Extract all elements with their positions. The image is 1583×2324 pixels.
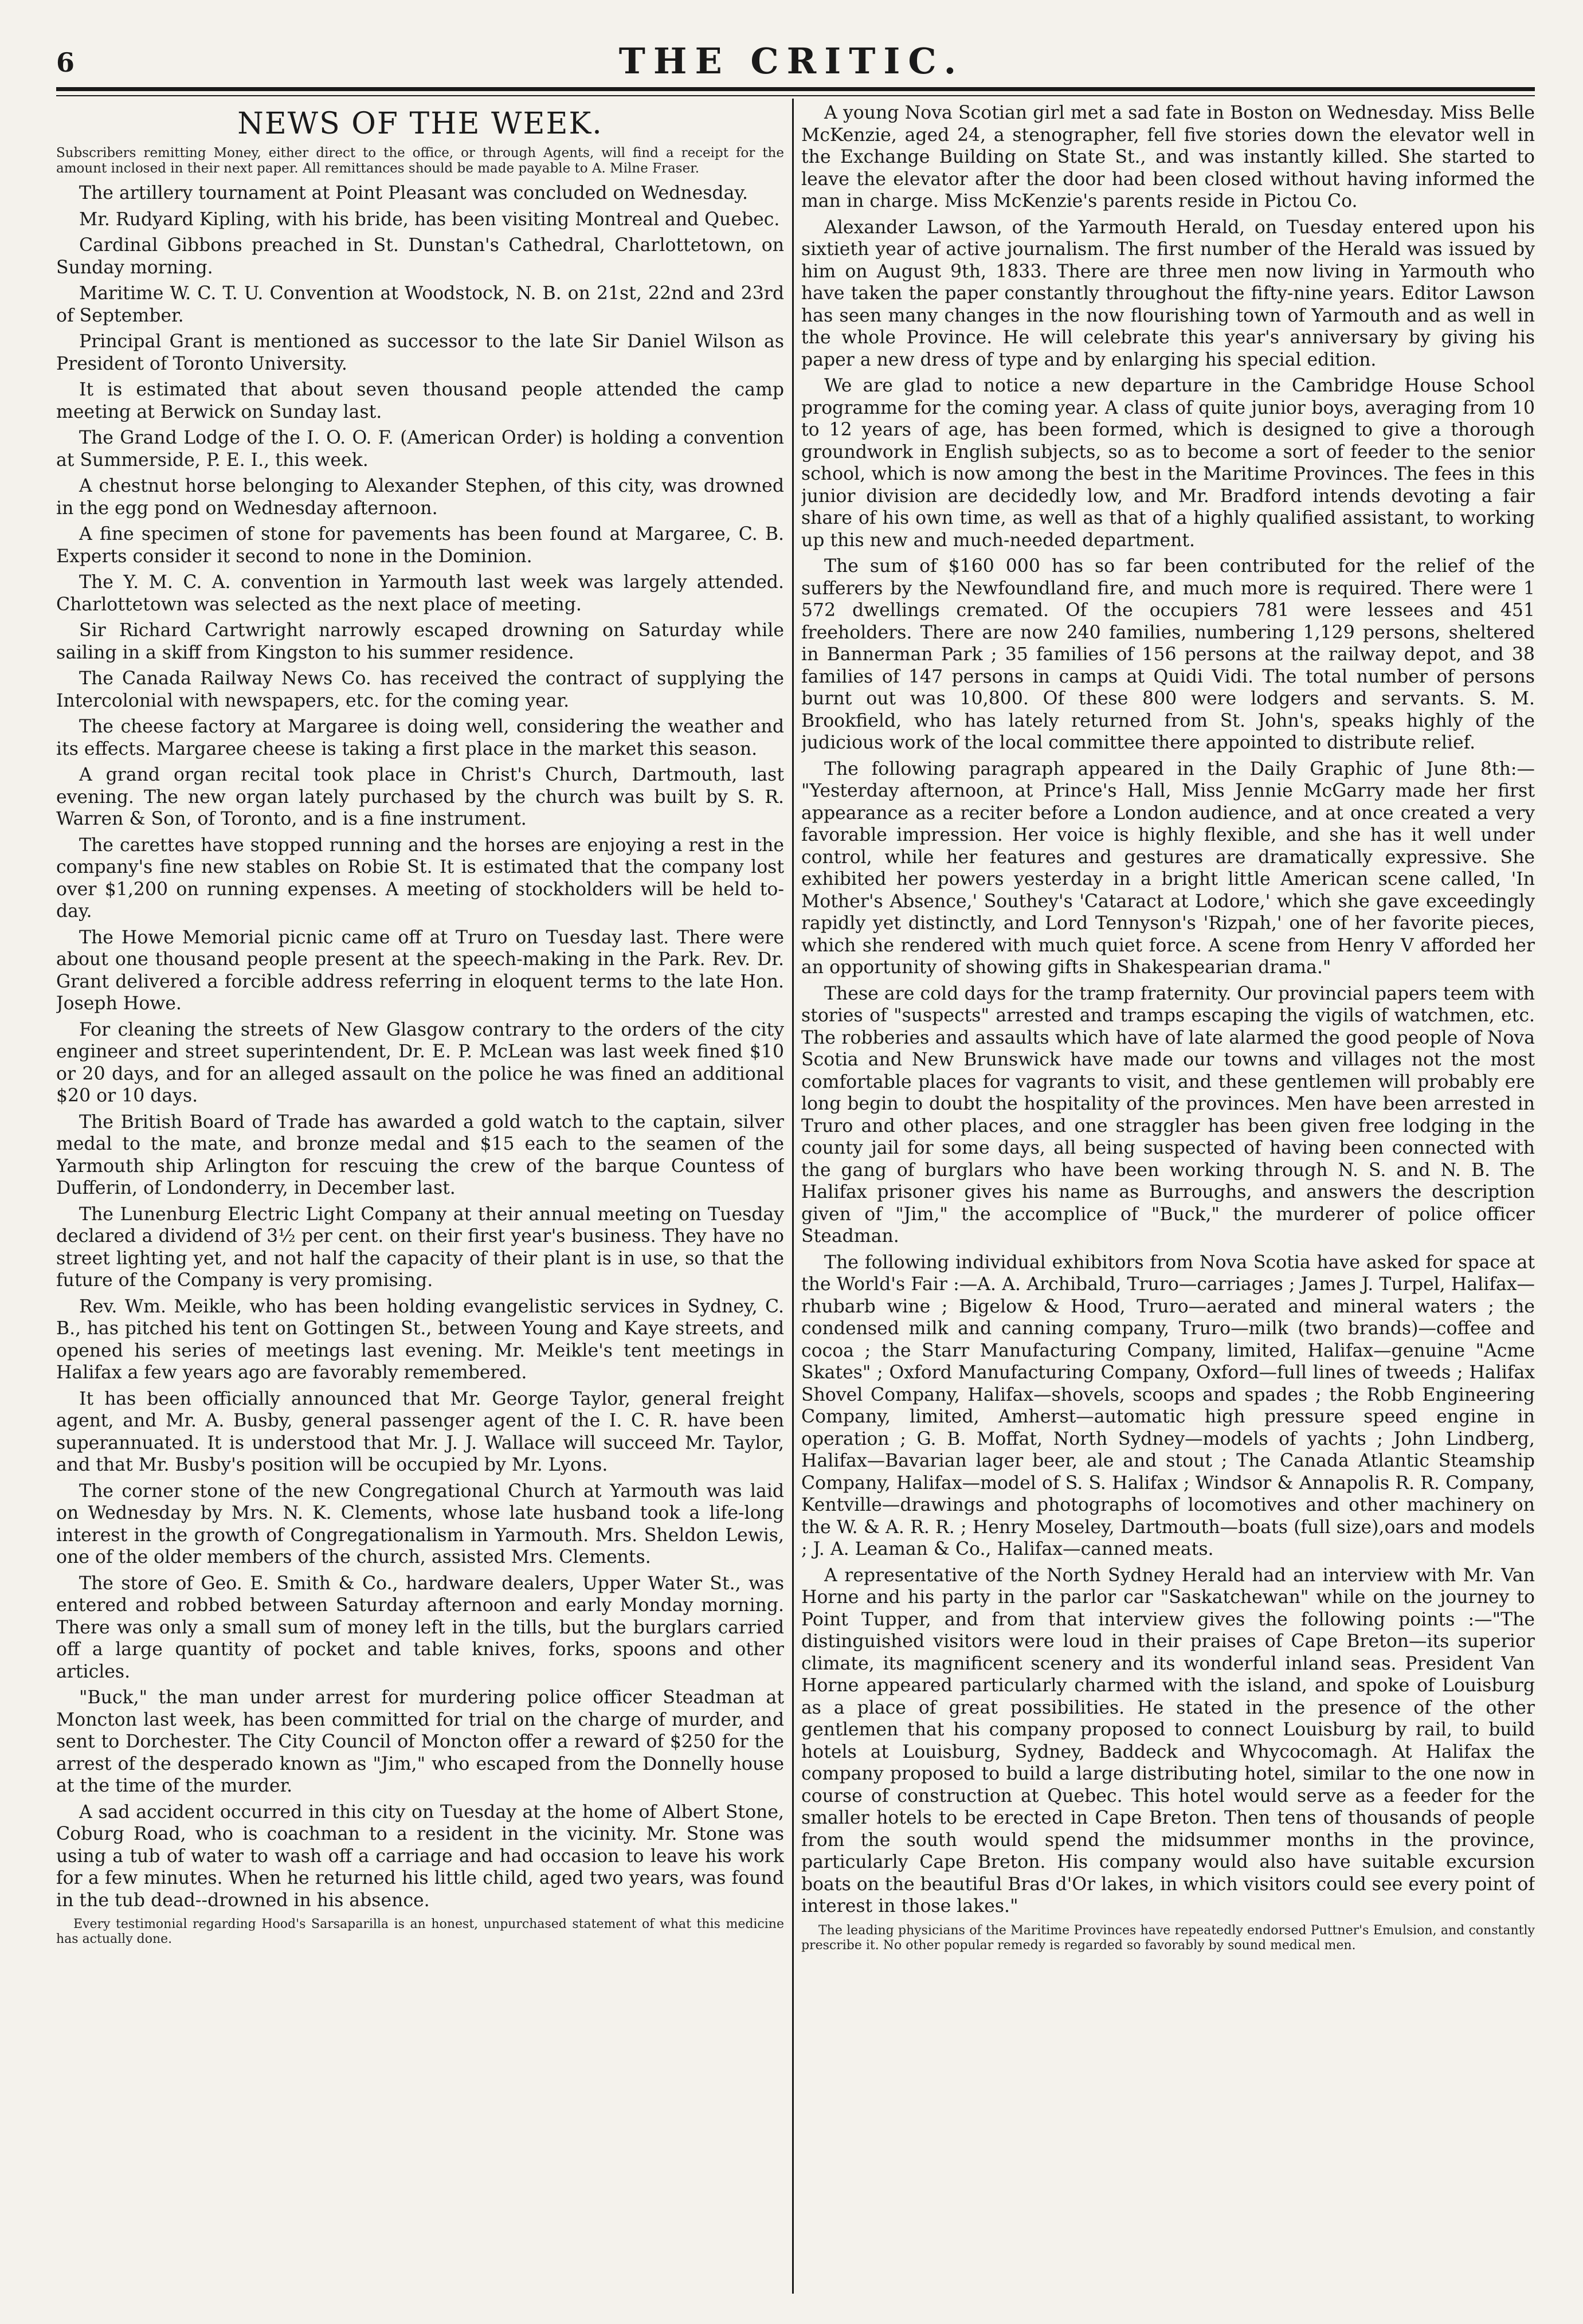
right-column — [801, 102, 1535, 2298]
right-news-list — [801, 102, 1535, 1918]
news-item: The Howe Memorial picnic came off at Truro on Tuesday last. There were about one thousand people present at the speech-making in the Park. Rev. Dr. Grant delivered a forcible address referring in eloquent terms to the late Hon. Joseph Howe. — [56, 927, 784, 1014]
news-item: The carettes have stopped running and the horses are enjoying a rest in the company's fine new stables on Robie St. It is estimated that the company lost over $1,200 on running expenses. A meeting of stockholders will be held to-day. — [56, 834, 784, 922]
news-item: We are glad to notice a new departure in the Cambridge House School programme for the coming year. A class of quite junior boys, averaging from 10 to 12 years of age, has been formed, which is designed to give a thorough groundwork in English subjects, so as to become a sort of feeder to the senior school, which is now among the best in the Maritime Provinces. The fees in this junior division are decidedly low, and Mr. Bradford intends devoting a fair share of his own time, as well as that of a highly qualified assistant, to working up this new and much-needed department. — [801, 375, 1535, 551]
advertisement-puttners: The leading physicians of the Maritime Provinces have repeatedly endorsed Puttner's Emulsion, and constantly prescribe it. No other popular remedy is regarded so favorably by sound medical men. — [801, 1923, 1535, 1953]
news-item: Maritime W. C. T. U. Convention at Woodstock, N. B. on 21st, 22nd and 23rd of September. — [56, 283, 784, 326]
news-item: A representative of the North Sydney Herald had an interview with Mr. Van Horne and his party in the parlor car "Saskatchewan" while on the journey to Point Tupper, and from that interview gives the following points :—"The distinguished visitors were loud in their praises of Cape Breton—its superior climate, its magnificent scenery and its wonderful inland seas. President Van Horne appeared particularly charmed with the island, and spoke of Louisburg as a place of great possibilities. He stated in the presence of the other gentlemen that his company proposed to connect Louisburg by rail, to build hotels at Louisburg, Sydney, Baddeck and Whycocomagh. At Halifax the company proposed to build a large distributing hotel, similar to the one now in course of construction at Quebec. This hotel would serve as a feeder for the smaller hotels to be erected in Cape Breton. Then tens of thousands of people from the south would spend the midsummer months in the province, particularly Cape Breton. His company would also have suitable excursion boats on the beautiful Bras d'Or lakes, in which visitors could see every point of interest in those lakes." — [801, 1565, 1535, 1917]
news-item: Principal Grant is mentioned as successor to the late Sir Daniel Wilson as President of Toronto University. — [56, 331, 784, 374]
news-item: The artillery tournament at Point Pleasant was concluded on Wednesday. — [79, 183, 748, 203]
news-item: "Buck," the man under arrest for murdering police officer Steadman at Moncton last week, has been committed for trial on the charge of murder, and sent to Dorchester. The City Council of Moncton offer a reward of $250 for the arrest of the desperado known as "Jim," who escaped from the Donnelly house at the time of the murder. — [56, 1687, 784, 1796]
left-news-list — [56, 182, 784, 1911]
header-rule-thick — [56, 87, 1535, 91]
news-item: A young Nova Scotian girl met a sad fate in Boston on Wednesday. Miss Belle McKenzie, aged 24, a stenographer, fell five stories down the elevator well in the Exchange Building on State St., and was instantly killed. She started to leave the elevator after the door had been closed without having informed the man in charge. Miss McKenzie's parents reside in Pictou Co. — [801, 103, 1535, 211]
section-heading: NEWS OF THE WEEK. — [237, 107, 603, 141]
news-item: Mr. Rudyard Kipling, with his bride, has been visiting Montreal and Quebec. — [79, 209, 780, 230]
news-item: The cheese factory at Margaree is doing well, considering the weather and its effects. Margaree cheese is taking a first place in the market this season. — [56, 716, 784, 759]
news-item: A fine specimen of stone for pavements has been found at Margaree, C. B. Experts consider it second to none in the Dominion. — [56, 524, 784, 567]
news-item: The Y. M. C. A. convention in Yarmouth last week was largely attended. Charlottetown was selected as the next place of meeting. — [56, 572, 784, 615]
news-item: The Grand Lodge of the I. O. O. F. (American Order) is holding a convention at Summerside, P. E. I., this week. — [56, 428, 784, 471]
news-item: The sum of $160 000 has so far been contributed for the relief of the sufferers by the Newfoundland fire, and much more is required. There were 1 572 dwellings cremated. Of the occupiers 781 were lessees and 451 freeholders. There are now 240 families, numbering 1,129 persons, sheltered in Bannerman Park ; 35 families of 156 persons at the railway depot, and 38 families of 147 persons in camps at Quidi Vidi. The total number of persons burnt out was 10,800. Of these 800 were lodgers and servants. S. M. Brookfield, who has lately returned from St. John's, speaks highly of the judicious work of the local committee there appointed to distribute relief. — [801, 556, 1535, 753]
news-item: The following paragraph appeared in the Daily Graphic of June 8th:— "Yesterday afternoon, at Prince's Hall, Miss Jennie McGarry made her first appearance as a reciter before a London audience, and at once created a very favorable impression. Her voice is highly flexible, and she has it well under control, while her features and gestures are dramatically expressive. She exhibited her powers yesterday in a bright little American scene called, 'In Mother's Absence,' Southey's 'Cataract at Lodore,' which she gave exceedingly rapidly yet distinctly, and Lord Tennyson's 'Rizpah,' one of her favorite pieces, which she rendered with much quiet force. A scene from Henry V afforded her an opportunity of showing gifts in Shakespearian drama." — [801, 758, 1535, 978]
subscription-notice: Subscribers remitting Money, either direct to the office, or through Agents, will find a receipt for the amount inclosed in their next paper. All remittances should be made payable to A. Milne Fraser. — [56, 146, 784, 176]
news-item: The store of Geo. E. Smith & Co., hardware dealers, Upper Water St., was entered and robbed between Saturday afternoon and early Monday morning. There was only a small sum of money left in the tills, but the burglars carried off a large quantity of pocket and table knives, forks, spoons and other articles. — [56, 1573, 784, 1682]
news-item: It has been officially announced that Mr. George Taylor, general freight agent, and Mr. A. Busby, general passenger agent of the I. C. R. have been superannuated. It is understood that Mr. J. J. Wallace will succeed Mr. Taylor, and that Mr. Busby's position will be occupied by Mr. Lyons. — [56, 1388, 784, 1475]
news-item: Sir Richard Cartwright narrowly escaped drowning on Saturday while sailing in a skiff from Kingston to his summer residence. — [56, 620, 784, 663]
news-item: Alexander Lawson, of the Yarmouth Herald, on Tuesday entered upon his sixtieth year of active journalism. The first number of the Herald was issued by him on August 9th, 1833. There are three men now living in Yarmouth who have taken the paper constantly throughout the fifty-nine years. Editor Lawson has seen many changes in the now flourishing town of Yarmouth and as well in the whole Province. He will celebrate this year's anniversary by giving his paper a new dress of type and by enlarging his special edition. — [801, 217, 1535, 370]
news-item: It is estimated that about seven thousand people attended the camp meeting at Berwick on Sunday last. — [56, 379, 784, 422]
news-item: The British Board of Trade has awarded a gold watch to the captain, silver medal to the mate, and bronze medal and $15 each to the seamen of the Yarmouth ship Arlington for rescuing the crew of the barque Countess of Dufferin, of Londonderry, in December last. — [56, 1111, 784, 1198]
news-item: Rev. Wm. Meikle, who has been holding evangelistic services in Sydney, C. B., has pitched his tent on Gottingen St., between Young and Kaye streets, and opened his series of meetings last evening. Mr. Meikle's tent meetings in Halifax a few years ago are favorably remembered. — [56, 1296, 784, 1383]
news-item: The corner stone of the new Congregational Church at Yarmouth was laid on Wednesday by Mrs. N. K. Clements, whose late husband took a life-long interest in the growth of Congregationalism in Yarmouth. Mrs. Sheldon Lewis, one of the older members of the church, assisted Mrs. Clements. — [56, 1480, 784, 1567]
column-divider — [792, 99, 794, 2294]
page-number: 6 — [56, 47, 75, 78]
news-item: Cardinal Gibbons preached in St. Dunstan's Cathedral, Charlottetown, on Sunday morning. — [56, 235, 784, 278]
header-rule-thin — [56, 95, 1535, 96]
advertisement-hoods: Every testimonial regarding Hood's Sarsaparilla is an honest, unpurchased statement of what this medicine has actually done. — [56, 1917, 784, 1946]
publication-title: THE CRITIC. — [618, 40, 965, 82]
news-item: A chestnut horse belonging to Alexander Stephen, of this city, was drowned in the egg pond on Wednesday afternoon. — [56, 476, 784, 519]
news-item: A grand organ recital took place in Christ's Church, Dartmouth, last evening. The new organ lately purchased by the church was built by S. R. Warren & Son, of Toronto, and is a fine instrument. — [56, 765, 784, 829]
news-item: The Lunenburg Electric Light Company at their annual meeting on Tuesday declared a dividend of 3½ per cent. on their first year's business. They have no street lighting yet, and not half the capacity of their plant is in use, so that the future of the Company is very promising. — [56, 1204, 784, 1291]
news-item: The following individual exhibitors from Nova Scotia have asked for space at the World's Fair :—A. A. Archibald, Truro—carriages ; James J. Turpel, Halifax—rhubarb wine ; Bigelow & Hood, Truro—aerated and mineral waters ; the condensed milk and canning company, Truro—milk (two brands)—coffee and cocoa ; the Starr Manufacturing Company, limited, Halifax—genuine "Acme Skates" ; Oxford Manufacturing Company, Oxford—full lines of tweeds ; Halifax Shovel Company, Halifax—shovels, scoops and spades ; the Robb Engineering Company, limited, Amherst—automatic high pressure speed engine in operation ; G. B. Moffat, North Sydney—models of yachts ; John Lindberg, Halifax—Bavarian lager beer, ale and stout ; The Canada Atlantic Steamship Company, Halifax—model of S. S. Halifax ; Windsor & Annapolis R. R. Company, Kentville—drawings and photographs of locomotives and other machinery on the W. & A. R. R. ; Henry Moseley, Dartmouth—boats (full size),oars and models ; J. A. Leaman & Co., Halifax—canned meats. — [801, 1252, 1535, 1559]
news-item: The Canada Railway News Co. has received the contract of supplying the Intercolonial with newspapers, etc. for the coming year. — [56, 668, 784, 711]
news-item: A sad accident occurred in this city on Tuesday at the home of Albert Stone, Coburg Road, who is coachman to a resident in the vicinity. Mr. Stone was using a tub of water to wash off a carriage and had occasion to leave his work for a few minutes. When he returned his little child, aged two years, was found in the tub dead--drowned in his absence. — [56, 1801, 784, 1911]
news-item: For cleaning the streets of New Glasgow contrary to the orders of the city engineer and street superintendent, Dr. E. P. McLean was last week fined $10 or 20 days, and for an alleged assault on the police he was fined an additional $20 or 10 days. — [56, 1019, 784, 1106]
news-item: These are cold days for the tramp fraternity. Our provincial papers teem with stories of "suspects" arrested and tramps escaping the vigils of watchmen, etc. The robberies and assaults which have of late alarmed the good people of Nova Scotia and New Brunswick have made our towns and villages not the most comfortable places for vagrants to visit, and these gentlemen will probably ere long begin to doubt the hospitality of the provinces. Men have been arrested in Truro and other places, and one straggler has been given free lodging in the county jail for some days, all being suspected of having been connected with the gang of burglars who have been working through N. S. and N. B. The Halifax prisoner gives his name as Burroughs, and answers the description given of "Jim," the accomplice of "Buck," the murderer of police officer Steadman. — [801, 983, 1535, 1247]
left-column — [56, 102, 784, 2298]
